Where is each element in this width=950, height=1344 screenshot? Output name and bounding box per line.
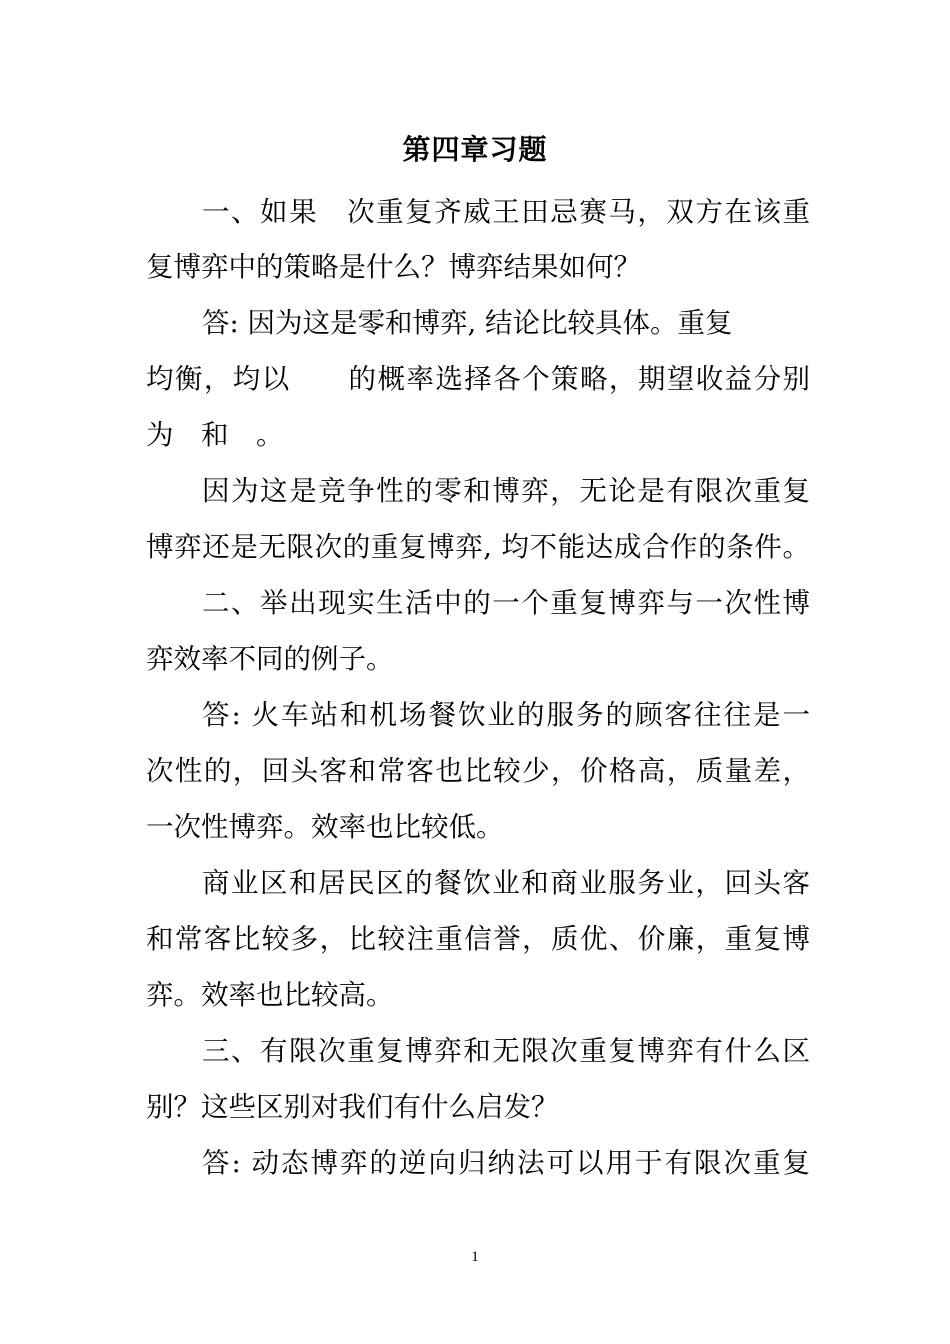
text-line: 一、如果 次重复齐威王田忌赛马，双方在该重 xyxy=(202,196,810,228)
text-line: 商业区和居民区的餐饮业和商业服务业，回头客 xyxy=(202,867,810,899)
text-line: 因为这是竞争性的零和博弈，无论是有限次重复 xyxy=(202,475,810,507)
text-line: 答: 因为这是零和博弈, 结论比较具体。重复 xyxy=(202,307,733,339)
text-line: 弈。效率也比较高。 xyxy=(146,979,394,1011)
text-line: 一次性博弈。效率也比较低。 xyxy=(146,811,504,843)
text-line: 答: 动态博弈的逆向归纳法可以用于有限次重复 xyxy=(202,1147,810,1179)
text-line: 为 和 。 xyxy=(146,419,284,451)
page-number: 1 xyxy=(471,1249,479,1265)
text-line: 二、举出现实生活中的一个重复博弈与一次性博 xyxy=(202,587,810,619)
text-line: 三、有限次重复博弈和无限次重复博弈有什么区 xyxy=(202,1035,810,1067)
text-line: 别？这些区别对我们有什么启发？ xyxy=(146,1091,559,1123)
text-line: 弈效率不同的例子。 xyxy=(146,643,394,675)
text-line: 和常客比较多，比较注重信誉，质优、价廉，重复博 xyxy=(146,923,810,955)
text-line: 答: 火车站和机场餐饮业的服务的顾客往往是一 xyxy=(202,699,810,731)
text-line: 次性的，回头客和常客也比较少，价格高，质量差， xyxy=(146,755,810,787)
text-line: 均衡，均以 的概率选择各个策略，期望收益分别 xyxy=(146,363,810,395)
text-line: 复博弈中的策略是什么？博弈结果如何？ xyxy=(146,251,641,283)
page-title: 第四章习题 xyxy=(402,133,548,166)
text-line: 博弈还是无限次的重复博弈, 均不能达成合作的条件。 xyxy=(146,531,810,563)
